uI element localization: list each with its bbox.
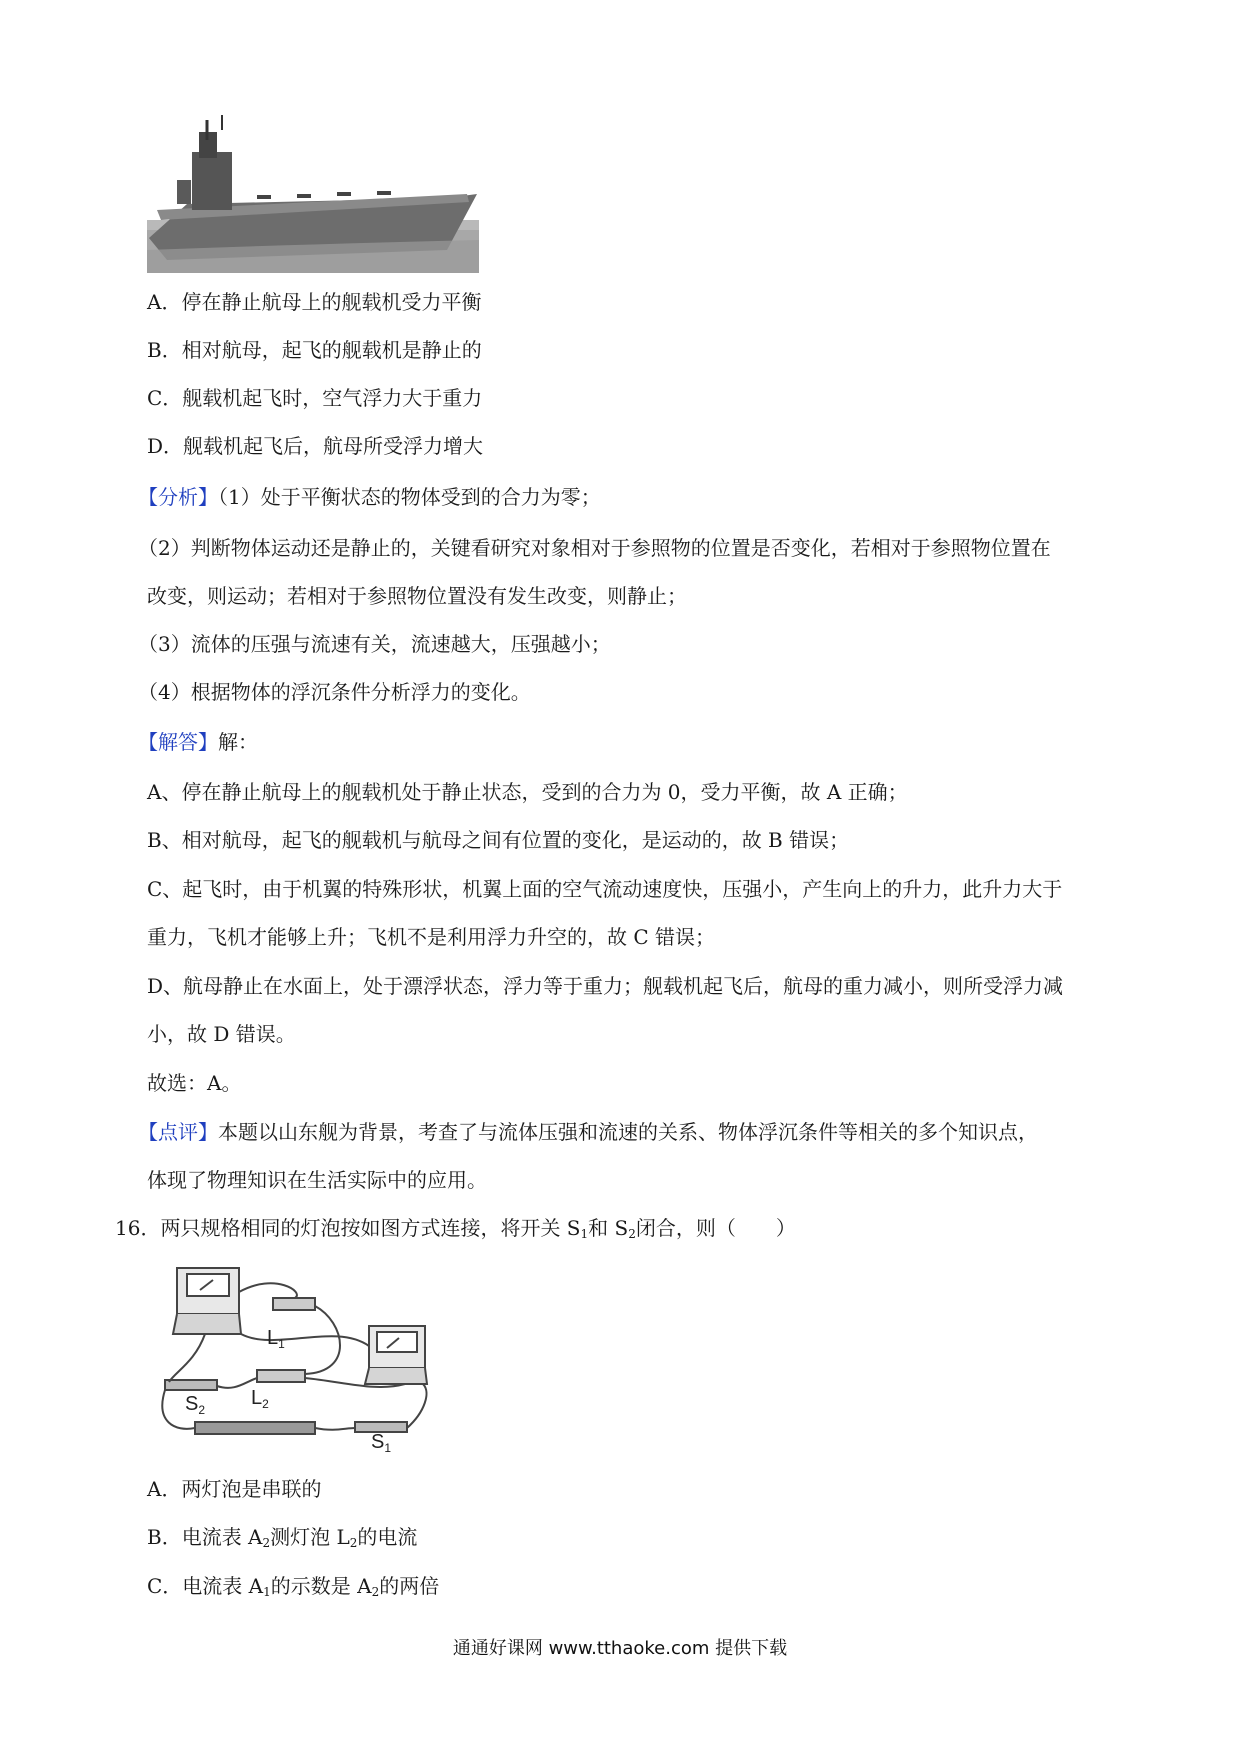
opt-b-part2: 测灯泡 L	[270, 1525, 350, 1549]
question-16-option-a: A．两灯泡是串联的	[147, 1477, 322, 1501]
opt-b-part3: 的电流	[357, 1525, 418, 1549]
analysis-p2-line1: （2）判断物体运动还是静止的，关键看研究对象相对于参照物的位置是否变化，若相对于参照物位置在	[138, 536, 1051, 560]
answer-c-line2: 重力，飞机才能够上升；飞机不是利用浮力升空的，故 C 错误；	[147, 925, 716, 949]
lamp-l2-label: $L_2$	[251, 1387, 269, 1411]
answer-heading	[138, 728, 258, 756]
opt-c-sub1: 1	[263, 1585, 271, 1599]
option-d: D．舰载机起飞后，航母所受浮力增大	[147, 434, 484, 458]
answer-choice: 故选：A。	[147, 1071, 242, 1095]
page-footer: 通通好课网 www.tthaoke.com 提供下载	[452, 1638, 788, 1659]
opt-c-part1: C．电流表 A	[147, 1574, 264, 1598]
analysis-tag: 【分析】	[138, 485, 218, 509]
answer-d-line1: D、航母静止在水面上，处于漂浮状态，浮力等于重力；舰载机起飞后，航母的重力减小，则所受浮力减	[147, 974, 1064, 998]
switch-s2-label: $S_2$	[185, 1393, 206, 1417]
option-b: B．相对航母，起飞的舰载机是静止的	[147, 338, 482, 362]
answer-c-line1: C、起飞时，由于机翼的特殊形状，机翼上面的空气流动速度快，压强小，产生向上的升力，此升力大于	[147, 877, 1063, 901]
analysis-p2-line2: 改变，则运动；若相对于参照物位置没有发生改变，则静止；	[147, 584, 687, 608]
question-16-stem	[115, 1214, 796, 1248]
aircraft-carrier-image	[147, 110, 479, 273]
lamp-l1-label: $L_1$	[267, 1327, 285, 1351]
question-number: 16．	[115, 1216, 161, 1240]
opt-c-part3: 的两倍	[379, 1574, 440, 1598]
analysis-p1	[138, 483, 601, 511]
analysis-text-1: （1）处于平衡状态的物体受到的合力为零；	[218, 485, 601, 509]
opt-b-sub1: 2	[262, 1536, 271, 1550]
analysis-p4: （4）根据物体的浮沉条件分析浮力的变化。	[138, 680, 531, 704]
question-16-option-c	[147, 1572, 439, 1606]
comment-line1	[138, 1118, 1038, 1146]
question-16-option-b	[147, 1523, 417, 1557]
opt-b-sub2: 2	[349, 1536, 358, 1550]
option-c: C．舰载机起飞时，空气浮力大于重力	[147, 386, 483, 410]
opt-c-part2: 的示数是 A	[270, 1574, 372, 1598]
comment-text-1: 本题以山东舰为背景，考查了与流体压强和流速的关系、物体浮沉条件等相关的多个知识点，	[218, 1120, 1038, 1144]
opt-c-sub2: 2	[371, 1585, 380, 1599]
answer-b: B、相对航母，起飞的舰载机与航母之间有位置的变化，是运动的，故 B 错误；	[147, 828, 850, 852]
comment-line2: 体现了物理知识在生活实际中的应用。	[147, 1168, 487, 1192]
circuit-diagram	[155, 1262, 433, 1452]
answer-d-line2: 小，故 D 错误。	[147, 1022, 296, 1046]
stem-part-b: 和 S	[588, 1216, 629, 1240]
option-a: A．停在静止航母上的舰载机受力平衡	[147, 290, 482, 314]
comment-tag: 【点评】	[138, 1120, 218, 1144]
answer-intro: 解：	[218, 730, 258, 754]
answer-tag: 【解答】	[138, 730, 218, 754]
answer-a: A、停在静止航母上的舰载机处于静止状态，受到的合力为 0，受力平衡，故 A 正确；	[147, 780, 908, 804]
stem-part-a: 两只规格相同的灯泡按如图方式连接，将开关 S	[160, 1216, 581, 1240]
stem-part-c: 闭合，则（ ）	[635, 1216, 796, 1240]
analysis-p3: （3）流体的压强与流速有关，流速越大，压强越小；	[138, 632, 611, 656]
stem-sub-1: 1	[580, 1227, 589, 1241]
switch-s1-label: $S_1$	[371, 1431, 392, 1452]
opt-b-part1: B．电流表 A	[147, 1525, 263, 1549]
stem-sub-2: 2	[628, 1227, 636, 1241]
